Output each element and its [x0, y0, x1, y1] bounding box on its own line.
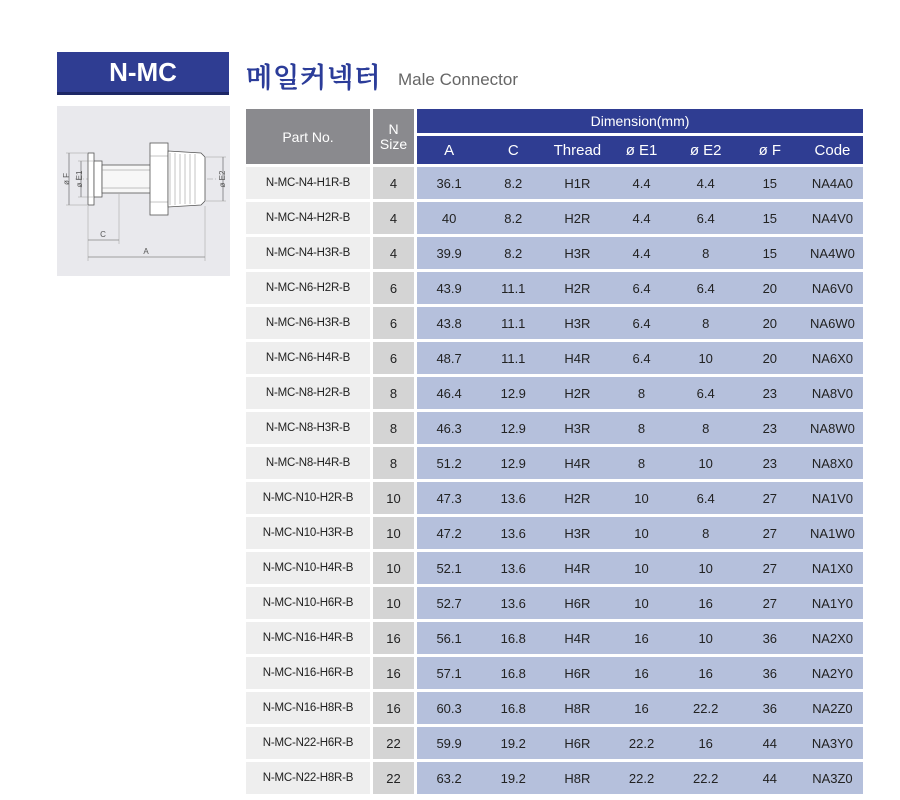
table-row — [246, 762, 863, 794]
cell-thread: H8R — [545, 692, 609, 724]
header-a: A — [417, 136, 481, 164]
cell-c: 8.2 — [481, 167, 545, 199]
table-row — [246, 412, 863, 444]
cell-a: 51.2 — [417, 447, 481, 479]
product-code-badge: N-MC — [57, 52, 229, 95]
cell-n-size: 10 — [373, 552, 414, 584]
cell-a: 36.1 — [417, 167, 481, 199]
cell-a: 46.3 — [417, 412, 481, 444]
cell-c: 8.2 — [481, 237, 545, 269]
cell-thread: H3R — [545, 517, 609, 549]
cell-part-no: N-MC-N8-H3R-B — [246, 412, 370, 444]
table-row — [246, 552, 863, 584]
table-row — [246, 307, 863, 339]
cell-thread: H3R — [545, 307, 609, 339]
cell-e1: 22.2 — [609, 762, 673, 794]
cell-f: 44 — [738, 727, 802, 759]
cell-c: 13.6 — [481, 552, 545, 584]
cell-a: 60.3 — [417, 692, 481, 724]
cell-part-no: N-MC-N10-H4R-B — [246, 552, 370, 584]
cell-e2: 6.4 — [674, 202, 738, 234]
cell-a: 40 — [417, 202, 481, 234]
cell-thread: H6R — [545, 657, 609, 689]
cell-e2: 10 — [674, 552, 738, 584]
cell-f: 20 — [738, 307, 802, 339]
cell-f: 27 — [738, 482, 802, 514]
header-e2: ø E2 — [674, 136, 738, 164]
table-row — [246, 692, 863, 724]
cell-e1: 16 — [609, 692, 673, 724]
cell-n-size: 6 — [373, 342, 414, 374]
cell-thread: H4R — [545, 342, 609, 374]
cell-a: 48.7 — [417, 342, 481, 374]
cell-thread: H2R — [545, 202, 609, 234]
cell-a: 47.2 — [417, 517, 481, 549]
cell-thread: H1R — [545, 167, 609, 199]
cell-c: 16.8 — [481, 622, 545, 654]
table-row — [246, 727, 863, 759]
header-part-no: Part No. — [246, 109, 370, 164]
cell-e2: 16 — [674, 587, 738, 619]
dim-label-f: ø F — [62, 173, 71, 185]
cell-part-no: N-MC-N8-H2R-B — [246, 377, 370, 409]
table-row — [246, 167, 863, 199]
cell-c: 8.2 — [481, 202, 545, 234]
cell-part-no: N-MC-N6-H4R-B — [246, 342, 370, 374]
cell-part-no: N-MC-N22-H6R-B — [246, 727, 370, 759]
cell-code: NA8V0 — [802, 377, 863, 409]
cell-thread: H4R — [545, 622, 609, 654]
cell-n-size: 10 — [373, 517, 414, 549]
cell-e1: 6.4 — [609, 272, 673, 304]
header-code: Code — [802, 136, 863, 164]
cell-f: 44 — [738, 762, 802, 794]
header-e1: ø E1 — [609, 136, 673, 164]
cell-a: 57.1 — [417, 657, 481, 689]
cell-a: 43.8 — [417, 307, 481, 339]
cell-c: 12.9 — [481, 377, 545, 409]
cell-f: 23 — [738, 447, 802, 479]
cell-e2: 10 — [674, 342, 738, 374]
table-row — [246, 377, 863, 409]
header-n-size — [373, 109, 414, 164]
cell-e2: 8 — [674, 307, 738, 339]
header-n: N — [388, 120, 399, 137]
cell-e1: 10 — [609, 587, 673, 619]
cell-thread: H2R — [545, 377, 609, 409]
cell-n-size: 16 — [373, 622, 414, 654]
cell-thread: H4R — [545, 447, 609, 479]
cell-e2: 6.4 — [674, 272, 738, 304]
cell-f: 36 — [738, 692, 802, 724]
table-row — [246, 517, 863, 549]
cell-c: 13.6 — [481, 517, 545, 549]
table-row — [246, 587, 863, 619]
cell-n-size: 4 — [373, 202, 414, 234]
cell-part-no: N-MC-N10-H3R-B — [246, 517, 370, 549]
cell-n-size: 16 — [373, 657, 414, 689]
cell-code: NA3Z0 — [802, 762, 863, 794]
cell-n-size: 6 — [373, 272, 414, 304]
cell-f: 27 — [738, 552, 802, 584]
cell-code: NA8W0 — [802, 412, 863, 444]
cell-thread: H6R — [545, 587, 609, 619]
cell-c: 19.2 — [481, 727, 545, 759]
cell-n-size: 4 — [373, 167, 414, 199]
cell-code: NA6W0 — [802, 307, 863, 339]
cell-a: 39.9 — [417, 237, 481, 269]
cell-part-no: N-MC-N10-H2R-B — [246, 482, 370, 514]
cell-code: NA2Z0 — [802, 692, 863, 724]
cell-e1: 22.2 — [609, 727, 673, 759]
cell-f: 36 — [738, 622, 802, 654]
cell-e1: 6.4 — [609, 342, 673, 374]
cell-thread: H3R — [545, 412, 609, 444]
table-row — [246, 482, 863, 514]
cell-e2: 16 — [674, 657, 738, 689]
table-row — [246, 622, 863, 654]
header-size: Size — [379, 135, 408, 152]
connector-diagram — [57, 106, 230, 276]
cell-f: 36 — [738, 657, 802, 689]
header-thread: Thread — [545, 136, 609, 164]
cell-code: NA1V0 — [802, 482, 863, 514]
cell-e2: 22.2 — [674, 692, 738, 724]
cell-e1: 4.4 — [609, 167, 673, 199]
cell-a: 47.3 — [417, 482, 481, 514]
dim-label-e2: ø E2 — [218, 170, 227, 188]
cell-e2: 8 — [674, 517, 738, 549]
cell-f: 20 — [738, 342, 802, 374]
cell-a: 43.9 — [417, 272, 481, 304]
header-c: C — [481, 136, 545, 164]
cell-n-size: 4 — [373, 237, 414, 269]
cell-e1: 10 — [609, 552, 673, 584]
cell-code: NA2Y0 — [802, 657, 863, 689]
cell-c: 11.1 — [481, 272, 545, 304]
cell-e1: 10 — [609, 482, 673, 514]
table-row — [246, 272, 863, 304]
table-row — [246, 342, 863, 374]
cell-n-size: 10 — [373, 482, 414, 514]
cell-part-no: N-MC-N4-H3R-B — [246, 237, 370, 269]
cell-a: 52.7 — [417, 587, 481, 619]
cell-e2: 10 — [674, 622, 738, 654]
cell-e2: 8 — [674, 412, 738, 444]
cell-part-no: N-MC-N4-H1R-B — [246, 167, 370, 199]
cell-f: 20 — [738, 272, 802, 304]
cell-code: NA1X0 — [802, 552, 863, 584]
cell-part-no: N-MC-N6-H3R-B — [246, 307, 370, 339]
cell-a: 63.2 — [417, 762, 481, 794]
cell-code: NA3Y0 — [802, 727, 863, 759]
cell-e2: 8 — [674, 237, 738, 269]
cell-part-no: N-MC-N4-H2R-B — [246, 202, 370, 234]
cell-thread: H8R — [545, 762, 609, 794]
connector-drawing — [57, 106, 230, 276]
cell-part-no: N-MC-N16-H8R-B — [246, 692, 370, 724]
cell-n-size: 10 — [373, 587, 414, 619]
cell-part-no: N-MC-N10-H6R-B — [246, 587, 370, 619]
cell-part-no: N-MC-N8-H4R-B — [246, 447, 370, 479]
cell-thread: H3R — [545, 237, 609, 269]
cell-c: 19.2 — [481, 762, 545, 794]
table-row — [246, 447, 863, 479]
cell-a: 59.9 — [417, 727, 481, 759]
cell-code: NA6V0 — [802, 272, 863, 304]
cell-n-size: 16 — [373, 692, 414, 724]
cell-c: 16.8 — [481, 657, 545, 689]
cell-code: NA1W0 — [802, 517, 863, 549]
cell-n-size: 22 — [373, 762, 414, 794]
cell-e1: 8 — [609, 412, 673, 444]
header-f: ø F — [738, 136, 802, 164]
cell-c: 12.9 — [481, 447, 545, 479]
spec-table-container — [246, 106, 863, 797]
cell-thread: H6R — [545, 727, 609, 759]
cell-e1: 16 — [609, 657, 673, 689]
cell-e1: 4.4 — [609, 202, 673, 234]
cell-f: 23 — [738, 412, 802, 444]
cell-c: 13.6 — [481, 482, 545, 514]
spec-table — [246, 106, 863, 797]
cell-e2: 22.2 — [674, 762, 738, 794]
cell-a: 52.1 — [417, 552, 481, 584]
cell-a: 46.4 — [417, 377, 481, 409]
product-title-korean: 메일커넥터 — [246, 63, 382, 93]
dim-label-a: A — [143, 247, 149, 256]
cell-part-no: N-MC-N22-H8R-B — [246, 762, 370, 794]
cell-code: NA6X0 — [802, 342, 863, 374]
cell-c: 12.9 — [481, 412, 545, 444]
cell-n-size: 8 — [373, 447, 414, 479]
dim-label-e1: ø E1 — [75, 170, 84, 188]
cell-code: NA8X0 — [802, 447, 863, 479]
cell-code: NA4A0 — [802, 167, 863, 199]
cell-code: NA1Y0 — [802, 587, 863, 619]
cell-a: 56.1 — [417, 622, 481, 654]
cell-part-no: N-MC-N16-H4R-B — [246, 622, 370, 654]
cell-e1: 8 — [609, 447, 673, 479]
cell-f: 15 — [738, 167, 802, 199]
cell-f: 27 — [738, 517, 802, 549]
product-title-english: Male Connector — [398, 70, 519, 89]
cell-e2: 16 — [674, 727, 738, 759]
dim-label-c: C — [100, 230, 106, 239]
cell-part-no: N-MC-N16-H6R-B — [246, 657, 370, 689]
cell-f: 15 — [738, 202, 802, 234]
cell-thread: H2R — [545, 272, 609, 304]
header-dimension: Dimension(mm) — [417, 109, 863, 133]
cell-e2: 6.4 — [674, 482, 738, 514]
cell-c: 11.1 — [481, 342, 545, 374]
cell-code: NA2X0 — [802, 622, 863, 654]
table-row — [246, 237, 863, 269]
cell-e2: 6.4 — [674, 377, 738, 409]
cell-n-size: 8 — [373, 377, 414, 409]
table-row — [246, 202, 863, 234]
cell-f: 15 — [738, 237, 802, 269]
cell-e1: 6.4 — [609, 307, 673, 339]
cell-n-size: 8 — [373, 412, 414, 444]
cell-thread: H2R — [545, 482, 609, 514]
cell-e1: 8 — [609, 377, 673, 409]
cell-e2: 10 — [674, 447, 738, 479]
cell-n-size: 22 — [373, 727, 414, 759]
table-row — [246, 657, 863, 689]
cell-e1: 16 — [609, 622, 673, 654]
cell-code: NA4W0 — [802, 237, 863, 269]
cell-code: NA4V0 — [802, 202, 863, 234]
cell-e2: 4.4 — [674, 167, 738, 199]
cell-n-size: 6 — [373, 307, 414, 339]
cell-e1: 10 — [609, 517, 673, 549]
cell-f: 27 — [738, 587, 802, 619]
cell-f: 23 — [738, 377, 802, 409]
cell-e1: 4.4 — [609, 237, 673, 269]
cell-c: 16.8 — [481, 692, 545, 724]
cell-thread: H4R — [545, 552, 609, 584]
cell-c: 11.1 — [481, 307, 545, 339]
cell-c: 13.6 — [481, 587, 545, 619]
cell-part-no: N-MC-N6-H2R-B — [246, 272, 370, 304]
